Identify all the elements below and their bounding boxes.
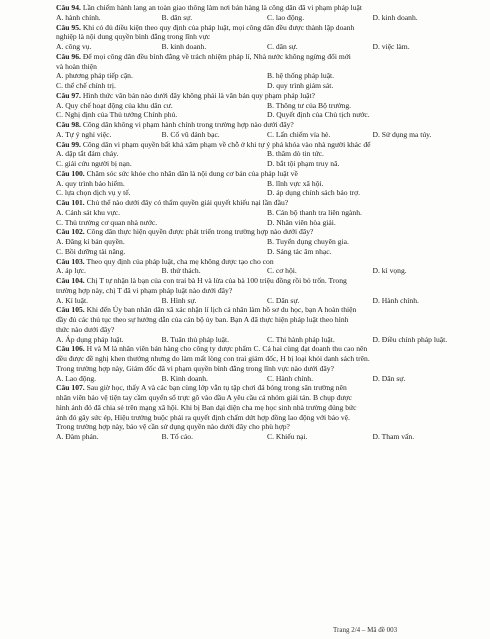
answer-option: B. Tố cáo.: [161, 432, 193, 441]
question-stem-text: hình ảnh đó đã chia sẻ trên mạng xã hội. Khi bị Ban dại diện cha mẹ học sinh nhà trường đúng bức: [56, 402, 357, 412]
question-block: [56, 257, 478, 277]
question-stem-text: Để mọi công dân đều bình đẳng về trách nhiệm pháp lí, Nhà nước không ngừng đổi mới: [82, 51, 351, 61]
question-stem-line: [56, 62, 478, 72]
answer-option: B. thăm dò tin tức.: [267, 149, 324, 159]
answer-option: C. Thi hành pháp luật.: [267, 334, 335, 344]
answer-options: [56, 335, 478, 345]
question-number: Câu 94.: [56, 3, 81, 12]
question-stem-text: Lần chiếm hành lang an toàn giao thông làm nơi bán hàng là công dân đã vi phạm pháp luật: [82, 3, 363, 12]
answer-options: [56, 71, 478, 91]
question-stem-line-first: [56, 198, 478, 208]
question-stem-line: [56, 354, 478, 364]
answer-option: C. dân sự.: [267, 42, 298, 51]
answer-option: B. Tuân thủ pháp luật.: [161, 334, 230, 344]
question-stem-text: và hoàn thiện: [56, 61, 97, 71]
question-stem-text: Công dân không vi phạm hành chính trong trường hợp nào dưới đây?: [82, 120, 294, 129]
question-number: Câu 97.: [56, 90, 81, 100]
question-stem-line-first: [56, 91, 478, 101]
question-block: [56, 3, 478, 23]
question-number: Câu 98.: [56, 120, 81, 129]
answer-option: D. việc làm.: [372, 42, 410, 51]
question-number: Câu 95.: [56, 22, 81, 32]
answer-option: D. Quyết định của Chủ tịch nước.: [267, 110, 370, 120]
answer-option: A. Tự ý nghỉ việc.: [56, 129, 112, 139]
question-number: Câu 106.: [56, 344, 85, 354]
answer-options: [56, 432, 478, 442]
answer-options: [56, 266, 478, 276]
answer-options: [56, 101, 478, 121]
question-stem-line-first: [56, 276, 478, 286]
answer-options: [56, 374, 478, 384]
question-stem-line-first: [56, 120, 478, 130]
question-number: Câu 104.: [56, 276, 85, 285]
question-stem-text: ảnh đó gây sức ép, Hiệu trưởng buộc phải ra quyết định chấm dứt hợp đồng lao động với bảo vệ.: [56, 412, 350, 422]
question-stem-line: [56, 393, 478, 403]
answer-option: B. Thông tư của Bộ trưởng.: [267, 100, 352, 110]
question-stem-text: Khi đến Ủy ban nhân dân xã xác nhận lí lịch cá nhân làm hồ sơ du học, bạn A hoàn thiện: [86, 305, 357, 315]
question-stem-line: [56, 325, 478, 335]
answer-option: C. Khiếu nại.: [267, 432, 308, 441]
answer-option: C. Nghị định của Thủ tướng Chính phủ.: [56, 110, 178, 120]
answer-options: [56, 179, 478, 199]
question-stem-text: H và M là nhân viên bán hàng cho công ty dược phẩm C. Cả hai cùng đạt doanh thu cao nên: [86, 344, 368, 354]
answer-option: A. Lao động.: [56, 373, 97, 383]
question-stem-text: nhân viên bảo vệ tiện tay cầm quyển sổ trực gõ vào đầu A yêu cầu cả nhóm giải tán. B chụp được: [56, 393, 352, 402]
answer-options: [56, 296, 478, 306]
question-stem-text: Khi có đủ điều kiện theo quy định của pháp luật, mọi công dân đều được thành lập doanh: [82, 22, 355, 32]
answer-option: D. quy trình giám sát.: [267, 81, 334, 90]
question-list: [56, 3, 478, 442]
question-number: Câu 105.: [56, 305, 85, 315]
question-stem-line: [56, 286, 478, 296]
question-stem-line-first: [56, 257, 478, 267]
answer-option: B. Kinh doanh.: [161, 373, 208, 383]
answer-option: B. hệ thống pháp luật.: [267, 71, 335, 81]
question-stem-line: [56, 403, 478, 413]
answer-option: D. Nhân viên hòa giải.: [267, 217, 336, 227]
question-stem-line: [56, 422, 478, 432]
question-block: [56, 198, 478, 227]
answer-option: B. Cán bộ thanh tra liên ngành.: [267, 207, 362, 217]
question-stem-text: Công dân vi phạm quyền bất khả xâm phạm về chỗ ở khi tự ý phá khóa vào nhà người khác để: [82, 139, 371, 149]
answer-option: D. Dân sự.: [372, 373, 406, 383]
question-block: [56, 227, 478, 256]
answer-option: D. Tham vấn.: [372, 432, 415, 441]
question-block: [56, 91, 478, 120]
answer-option: D. kinh doanh.: [372, 12, 418, 22]
answer-option: B. Cổ vũ đánh bạc.: [161, 129, 220, 139]
answer-options: [56, 237, 478, 257]
question-stem-line-first: [56, 140, 478, 150]
answer-options: [56, 13, 478, 23]
question-stem-text: đầy đủ các thủ tục theo sự hướng dẫn của cán bộ ủy ban. Bạn A đã thực hiện pháp luật theo hình: [56, 315, 349, 324]
question-stem-line: [56, 364, 478, 374]
answer-option: B. Hình sự.: [161, 295, 197, 305]
answer-option: A. dập tắt đám cháy.: [56, 149, 119, 159]
question-stem-text: nghiệp là nội dung quyền bình đẳng trong lĩnh vực: [56, 32, 211, 42]
answer-option: A. Đăng kí bản quyền.: [56, 237, 125, 246]
question-stem-text: Chăm sóc sức khỏe cho nhân dân là nội dung cơ bản của pháp luật về: [86, 168, 298, 178]
question-stem-text: Chị T tự nhận là bạn của con trai bà H và lừa của bà 100 triệu đồng rồi bỏ trốn. Trong: [86, 276, 347, 285]
question-stem-line-first: [56, 305, 478, 315]
question-number: Câu 103.: [56, 256, 85, 266]
question-block: [56, 305, 478, 344]
answer-option: A. quy trình bảo hiểm.: [56, 178, 125, 188]
question-block: [56, 23, 478, 52]
answer-option: A. áp lực.: [56, 266, 86, 276]
question-stem-text: Trong trường hợp này, Giám đốc đã vi phạm quyền bình đẳng trong lĩnh vực nào dưới đây?: [56, 363, 334, 373]
answer-option: C. Hành chính.: [267, 373, 313, 383]
answer-option: C. lao động.: [267, 12, 305, 22]
question-stem-text: Sau giờ học, thấy A và các bạn cùng lớp vẫn tụ tập chơi đá bóng trong sân trường nên: [86, 383, 347, 393]
question-stem-text: Công dân thực hiện quyền được phát triển trong trường hợp nào dưới đây?: [86, 227, 314, 237]
answer-option: D. bắt tội phạm truy nã.: [267, 159, 340, 168]
answer-option: D. Điều chỉnh pháp luật.: [372, 334, 448, 344]
answer-option: B. dân sự.: [161, 12, 193, 22]
question-block: [56, 120, 478, 140]
answer-option: A. công vụ.: [56, 42, 92, 51]
question-stem-line-first: [56, 52, 478, 62]
answer-option: B. lĩnh vực xã hội.: [267, 178, 324, 188]
answer-options: [56, 149, 478, 169]
question-stem-line-first: [56, 3, 478, 13]
answer-option: A. Quy chế hoạt động của khu dân cư.: [56, 100, 173, 110]
answer-option: C. thể chế chính trị.: [56, 81, 116, 90]
question-stem-text: đều được đề nghị khen thưởng nhưng do làm mất lòng con trai giám đốc, H bị loại khỏi danh sách trên.: [56, 354, 370, 363]
question-stem-line-first: [56, 383, 478, 393]
question-number: Câu 101.: [56, 198, 85, 207]
question-stem-text: Theo quy định của pháp luật, cha mẹ không được tạo cho con: [86, 256, 274, 266]
answer-option: A. Cảnh sát khu vực.: [56, 207, 121, 217]
question-block: [56, 52, 478, 91]
answer-option: D. Sáng tác âm nhạc.: [267, 246, 332, 256]
question-block: [56, 344, 478, 383]
question-number: Câu 102.: [56, 227, 85, 237]
question-number: Câu 100.: [56, 168, 85, 178]
answer-option: C. Dân sự.: [267, 295, 300, 305]
answer-options: [56, 130, 478, 140]
question-stem-text: trường hợp này, chị T đã vi phạm pháp luật nào dưới đây?: [56, 285, 233, 295]
answer-option: A. Đàm phán.: [56, 432, 99, 441]
answer-option: C. giải cứu người bị nạn.: [56, 159, 132, 168]
question-stem-line-first: [56, 344, 478, 354]
question-block: [56, 169, 478, 198]
answer-option: D. áp dụng chính sách bảo trợ.: [267, 188, 361, 198]
question-stem-text: thức nào dưới đây?: [56, 324, 115, 334]
answer-option: D. kì vọng.: [372, 266, 407, 276]
answer-option: A. phương pháp tiếp cận.: [56, 71, 133, 81]
answer-option: A. hành chính.: [56, 12, 101, 22]
answer-option: D. Hành chính.: [372, 295, 419, 305]
question-stem-line-first: [56, 23, 478, 33]
answer-option: D. Sử dụng ma túy.: [372, 129, 432, 139]
answer-option: B. thử thách.: [161, 266, 201, 276]
question-block: [56, 140, 478, 169]
question-block: [56, 276, 478, 305]
question-stem-line-first: [56, 169, 478, 179]
answer-options: [56, 42, 478, 52]
answer-option: C. Thủ trưởng cơ quan nhà nước.: [56, 217, 158, 227]
answer-option: B. Tuyển dụng chuyên gia.: [267, 237, 349, 246]
question-stem-line: [56, 32, 478, 42]
answer-option: C. lựa chọn dịch vụ y tế.: [56, 188, 131, 198]
question-stem-line: [56, 315, 478, 325]
question-stem-text: Trong trường hợp này, bảo vệ cần sử dụng quyền nào dưới đây cho phù hợp?: [56, 422, 290, 432]
answer-option: C. Bồi dưỡng tài năng.: [56, 246, 126, 256]
question-number: Câu 107.: [56, 383, 85, 393]
answer-option: C. cơ hội.: [267, 266, 297, 276]
page-footer: Trang 2/4 – Mã đề 003: [333, 626, 398, 634]
answer-option: C. Lấn chiếm vỉa hè.: [267, 129, 331, 139]
answer-option: B. kinh doanh.: [161, 42, 207, 51]
question-stem-line-first: [56, 227, 478, 237]
question-stem-text: Chủ thể nào dưới đây có thẩm quyền giải quyết khiếu nại lần đầu?: [86, 198, 289, 207]
answer-option: A. Kỉ luật.: [56, 295, 89, 305]
question-stem-line: [56, 413, 478, 423]
question-stem-text: Hình thức văn bản nào dưới đây không phải là văn bản quy phạm pháp luật?: [82, 90, 316, 100]
question-number: Câu 99.: [56, 139, 81, 149]
question-block: [56, 383, 478, 442]
answer-option: A. Áp dụng pháp luật.: [56, 334, 124, 344]
question-number: Câu 96.: [56, 51, 81, 61]
answer-options: [56, 208, 478, 228]
